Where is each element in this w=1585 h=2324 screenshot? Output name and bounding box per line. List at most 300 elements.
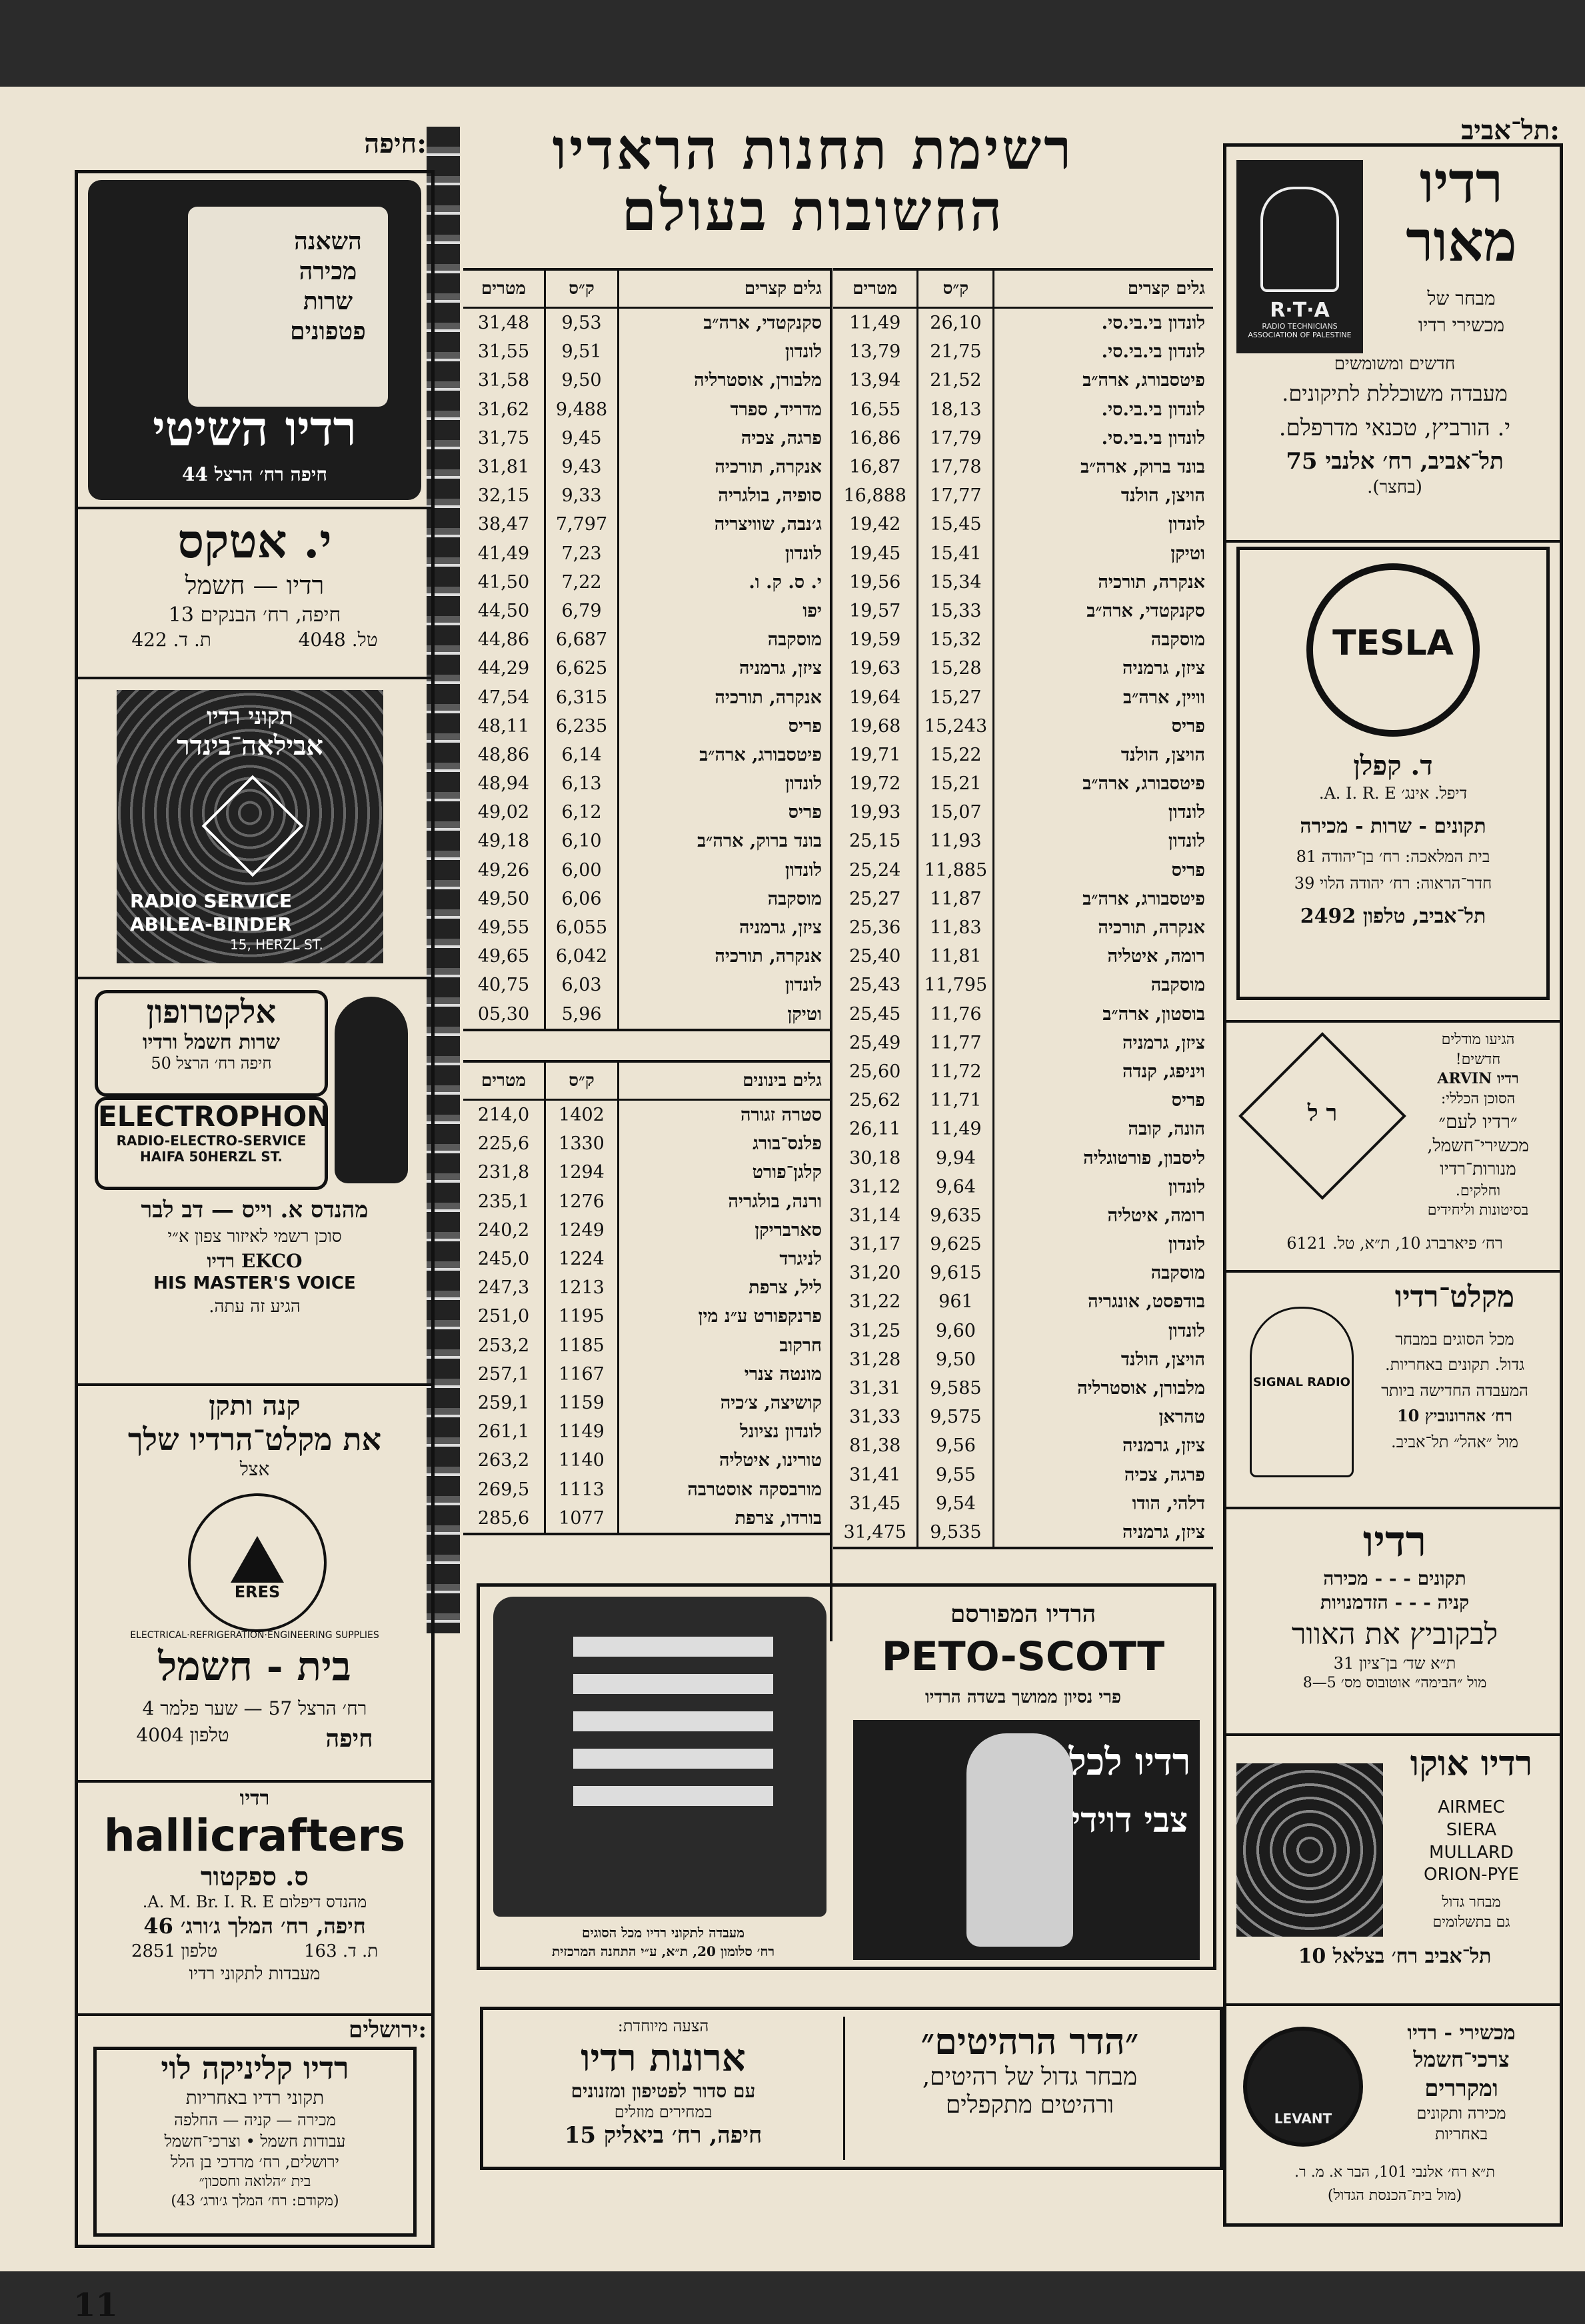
station-cell: פיטסבורג, ארה״ב	[992, 885, 1213, 913]
haifa-header: :חיפה	[364, 128, 427, 159]
kc-cell: 18,13	[916, 395, 992, 424]
table-row	[463, 971, 830, 999]
jerusalem-header: :ירושלים	[349, 2017, 427, 2043]
kc-cell: 9,64	[916, 1173, 992, 1201]
meters-cell: 25,60	[849, 1061, 901, 1082]
table-row	[463, 1504, 830, 1533]
station-cell: יפו	[617, 597, 830, 625]
kc-cell: 6,79	[544, 597, 617, 625]
station-cell: הויצן, הולנד	[992, 741, 1213, 769]
table-row	[463, 683, 830, 711]
meters-cell: 49,55	[477, 917, 530, 939]
meters-cell: 269,5	[477, 1479, 530, 1500]
title-line-1: רשימת תחנות הראדיו	[552, 116, 1074, 182]
kc-cell: 6,042	[544, 942, 617, 971]
kc-cell: 15,41	[916, 539, 992, 568]
kc-cell: 17,77	[916, 481, 992, 510]
ad-tesla: TESLA ד. קפלן דיפל. אינג׳ A. I. R. E. תקונים - שרות - מכירה בית המלאכה: רח׳ בן־יהודה 81 חדר־הראוה: רח׳ יהודה הלוי 39 תל־אביב, טלפון 2492	[1236, 547, 1550, 1000]
kc-cell: 1185	[544, 1331, 617, 1360]
meters-cell: 285,6	[477, 1507, 530, 1529]
kc-cell: 9,33	[544, 481, 617, 510]
meters-cell: 31,58	[477, 370, 530, 391]
kc-cell: 6,055	[544, 913, 617, 942]
station-cell: אנקרה, תורכיה	[617, 453, 830, 481]
kc-cell: 6,00	[544, 856, 617, 885]
kc-cell: 15,33	[916, 597, 992, 625]
diamond-logo-icon	[202, 775, 304, 877]
station-cell: לונדון	[617, 539, 830, 568]
station-cell: בונד ברוק, ארה״ב	[617, 827, 830, 855]
kc-cell: 11,795	[916, 971, 992, 999]
table-row	[833, 1403, 1213, 1431]
station-cell: לונדון	[992, 510, 1213, 539]
table-header	[833, 271, 1213, 309]
kc-cell: 11,72	[916, 1057, 992, 1086]
station-cell: מוסקבה	[617, 625, 830, 654]
station-cell: פריס	[617, 798, 830, 827]
station-cell: לונדון נציונל	[617, 1417, 830, 1446]
station-cell: לונדון בי.בי.סי.	[992, 395, 1213, 424]
station-cell: לונדון	[992, 1230, 1213, 1259]
station-cell: וטיקן	[992, 539, 1213, 568]
meters-cell: 31,28	[849, 1349, 901, 1370]
medium-wave-table	[463, 1060, 830, 1535]
tel-aviv-header: :תל־אביב	[1461, 115, 1560, 146]
meters-cell: 25,24	[849, 859, 901, 881]
station-cell: הונה, קובה	[992, 1115, 1213, 1143]
station-cell: בודפסט, אונגריה	[992, 1287, 1213, 1316]
table-row	[463, 1273, 830, 1302]
table-row	[833, 827, 1213, 855]
station-cell: ויניפג, קנדה	[992, 1057, 1213, 1086]
meters-cell: 25,27	[849, 888, 901, 909]
radio-cabinet-illustration	[493, 1597, 826, 1917]
kc-cell: 11,83	[916, 913, 992, 942]
table-row	[833, 741, 1213, 769]
table-row	[463, 481, 830, 510]
kc-cell: 1149	[544, 1417, 617, 1446]
table-row	[463, 510, 830, 539]
meters-cell: 31,14	[849, 1205, 901, 1226]
station-cell: פלנס־בורג	[617, 1129, 830, 1158]
station-cell: לונדון	[617, 971, 830, 999]
kc-cell: 1167	[544, 1360, 617, 1389]
meters-cell: 31,45	[849, 1493, 901, 1514]
table-row	[463, 1331, 830, 1360]
kc-cell: 15,22	[916, 741, 992, 769]
station-cell: לונדון	[617, 856, 830, 885]
table-row	[833, 1173, 1213, 1201]
station-cell: ורנה, בולגריה	[617, 1187, 830, 1216]
ad-peto-scott: מעבדה לתקוני רדיו מכל הסוגים רח׳ סלומון 20, ת״א, ע״י התחנה המרכזית הרדיו המפורסם PETO-SCOTT פרי נסיון ממושך בשדה הרדיו רדיו לכל צבי דוידי	[477, 1583, 1216, 1970]
station-cell: פיטסבורג, ארה״ב	[992, 366, 1213, 395]
table-row	[463, 712, 830, 741]
col-kc: ק״ס	[544, 1063, 617, 1099]
kc-cell: 6,315	[544, 683, 617, 711]
kc-cell: 6,06	[544, 885, 617, 913]
station-cell: פיטסבורג, ארה״ב	[992, 769, 1213, 798]
station-cell: מונטה צנרי	[617, 1360, 830, 1389]
station-cell: אנקרה, תורכיה	[992, 568, 1213, 597]
ad-abilea-binder: תקוני רדיו אבילאה־בינדר RADIO SERVICE ABILEA-BINDER 15, HERZL ST.	[117, 690, 383, 963]
table-row	[833, 568, 1213, 597]
kc-cell: 9,535	[916, 1518, 992, 1547]
meters-cell: 31,81	[477, 457, 530, 478]
meters-cell: 44,86	[477, 629, 530, 651]
station-cell: לונדון	[992, 1173, 1213, 1201]
table-row	[463, 1302, 830, 1331]
meters-cell: 26,11	[849, 1119, 901, 1140]
table-row	[833, 885, 1213, 913]
etkes-phone: טל. 4048	[298, 629, 378, 651]
kc-cell: 15,21	[916, 769, 992, 798]
meters-cell: 240,2	[477, 1219, 530, 1241]
meters-cell: 19,56	[849, 571, 901, 593]
meters-cell: 41,49	[477, 543, 530, 564]
meters-cell: 48,86	[477, 744, 530, 765]
table-row	[833, 337, 1213, 366]
meters-cell: 25,62	[849, 1090, 901, 1111]
meters-cell: 31,17	[849, 1234, 901, 1255]
kc-cell: 6,14	[544, 741, 617, 769]
station-cell: מדריד, ספרד	[617, 395, 830, 424]
table-row	[833, 453, 1213, 481]
station-cell: ציזן, גרמניה	[617, 654, 830, 683]
table-row	[833, 539, 1213, 568]
tesla-logo-icon: TESLA	[1306, 563, 1480, 737]
table-row	[833, 942, 1213, 971]
station-cell: לונדון בי.בי.סי.	[992, 424, 1213, 453]
table-row	[463, 1101, 830, 1129]
table-row	[463, 1158, 830, 1187]
kc-cell: 1159	[544, 1389, 617, 1417]
hallicrafters-logo: hallicrafters	[103, 1810, 406, 1861]
table-row	[463, 366, 830, 395]
table-row	[833, 798, 1213, 827]
station-cell: מלבורן, אוסטרליה	[992, 1374, 1213, 1403]
kc-cell: 11,885	[916, 856, 992, 885]
meters-cell: 19,68	[849, 715, 901, 737]
col-meters: מטרים	[852, 279, 898, 299]
table-row	[833, 309, 1213, 337]
station-cell: ציזן, גרמניה	[992, 1431, 1213, 1460]
table-row	[463, 337, 830, 366]
station-cell: בונד ברוק, ארה״ב	[992, 453, 1213, 481]
station-cell: מוסקבה	[992, 971, 1213, 999]
table-row	[833, 1317, 1213, 1345]
station-cell: סארבריקן	[617, 1216, 830, 1245]
kc-cell: 9,54	[916, 1489, 992, 1518]
meters-cell: 13,94	[849, 370, 901, 391]
station-cell: אנקרה, תורכיה	[617, 683, 830, 711]
meters-cell: 253,2	[477, 1335, 530, 1356]
kc-cell: 1330	[544, 1129, 617, 1158]
ad-radio-hashiti	[88, 180, 421, 500]
hashiti-logo: רדיו השיטי	[153, 400, 357, 457]
meters-cell: 16,888	[843, 485, 906, 507]
kc-cell: 6,12	[544, 798, 617, 827]
ad-radio-clinic: רדיו קליניקה לוי תקוני רדיו באחריות מכירה — קניה — החלפה עבודות חשמל • וצרכי־חשמל ירושלים, רח׳ מרדכי בן הלל בית ״הלואה וחסכון״ (מקודם: רח׳ המלך ג׳ורג׳ 43)	[93, 2047, 417, 2237]
table-row	[833, 424, 1213, 453]
station-cell: סופיה, בולגריה	[617, 481, 830, 510]
meters-cell: 41,50	[477, 571, 530, 593]
meters-cell: 19,45	[849, 543, 901, 564]
table-row	[833, 1374, 1213, 1403]
kc-cell: 9,94	[916, 1143, 992, 1172]
kc-cell: 9,50	[544, 366, 617, 395]
etkes-pob: ת. ד. 422	[131, 629, 211, 651]
meters-cell: 49,18	[477, 831, 530, 852]
table-row	[463, 568, 830, 597]
meters-cell: 81,38	[849, 1435, 901, 1457]
meters-cell: 259,1	[477, 1392, 530, 1413]
table-row	[463, 1446, 830, 1475]
station-cell: סקנקטדי, ארה״ב	[992, 597, 1213, 625]
meters-cell: 40,75	[477, 975, 530, 996]
table-row	[463, 1216, 830, 1245]
ad-levant: LEVANT מכשירי - רדיו צרכי־חשמל ומקררים מכירה ותקונים באחריות ת״א רח׳ אלנבי 101, הבר א. מ. ר. (מול בית־הכנסת הגדול)	[1236, 2013, 1553, 2220]
station-cell: דלהי, הודו	[992, 1489, 1213, 1518]
etkes-sub: רדיו — חשמל	[185, 571, 325, 600]
levant-logo-icon: LEVANT	[1243, 2027, 1363, 2147]
table-row	[833, 1431, 1213, 1460]
kc-cell: 9,51	[544, 337, 617, 366]
ad-radio-oko: רדיו אוקו AIRMEC SIERA MULLARD ORION-PYE מבחר גדול גם בתשלומים תל־אביב רח׳ בצלאל 10	[1236, 1743, 1553, 1997]
meters-cell: 49,02	[477, 802, 530, 823]
station-cell: ג׳נבה, שוויצריה	[617, 510, 830, 539]
ad-hallicrafters: רדיו hallicrafters ס. ספקטור מהנדס דיפלום A. M. Br. I. R. E. חיפה, רח׳ המלך ג׳ורג׳ 46 ת. ד. 163 טלפון 2851 מעבדות לתקוני רדיו	[88, 1787, 421, 2007]
ad-etkes	[88, 513, 421, 673]
meters-cell: 225,6	[477, 1133, 530, 1155]
table-row	[463, 625, 830, 654]
meters-cell: 49,50	[477, 888, 530, 909]
station-cell: טהראן	[992, 1403, 1213, 1431]
station-cell: ציזן, גרמניה	[992, 654, 1213, 683]
meters-cell: 31,33	[849, 1407, 901, 1428]
radio-tube-icon	[335, 997, 408, 1183]
kc-cell: 9,635	[916, 1201, 992, 1230]
kc-cell: 15,32	[916, 625, 992, 654]
table-row	[463, 1475, 830, 1503]
station-cell: פרגה, צכיה	[992, 1461, 1213, 1489]
kc-cell: 11,71	[916, 1086, 992, 1115]
page-title	[467, 116, 1160, 244]
station-cell: רומה, איטליה	[992, 1201, 1213, 1230]
station-cell: וטיקן	[617, 1000, 830, 1029]
table-row	[833, 769, 1213, 798]
ad-eres: קנה ותקן את מקלט־הרדיו שלך אצל ERES ELECTRICAL·REFRIGERATION·ENGINEERING SUPPLIES בית - חשמל רח׳ הרצל 57 — שער פלמר 4 חיפה טלפון 4004	[127, 1390, 382, 1753]
kc-cell: 9,488	[544, 395, 617, 424]
kc-cell: 7,23	[544, 539, 617, 568]
table-row	[463, 395, 830, 424]
kc-cell: 1249	[544, 1216, 617, 1245]
kc-cell: 1276	[544, 1187, 617, 1216]
meters-cell: 245,0	[477, 1249, 530, 1270]
meters-cell: 31,41	[849, 1464, 901, 1485]
kc-cell: 15,27	[916, 683, 992, 711]
kc-cell: 1213	[544, 1273, 617, 1302]
radio-lekol-box: רדיו לכל צבי דוידי	[853, 1720, 1200, 1960]
table-row	[833, 625, 1213, 654]
kc-cell: 11,93	[916, 827, 992, 855]
table-row	[463, 597, 830, 625]
kc-cell: 21,75	[916, 337, 992, 366]
station-cell: לונדון בי.בי.סי.	[992, 309, 1213, 337]
kc-cell: 11,77	[916, 1029, 992, 1057]
station-cell: ציזן, גרמניה	[617, 913, 830, 942]
meters-cell: 31,55	[477, 341, 530, 363]
hashiti-address: חיפה רח׳ הרצל 44	[182, 463, 327, 485]
table-row	[833, 1057, 1213, 1086]
table-row	[463, 885, 830, 913]
table-row	[833, 683, 1213, 711]
kc-cell: 7,22	[544, 568, 617, 597]
station-cell: קלגן־פורט	[617, 1158, 830, 1187]
meters-cell: 47,54	[477, 687, 530, 708]
kc-cell: 9,56	[916, 1431, 992, 1460]
kc-cell: 9,53	[544, 309, 617, 337]
etkes-address: חיפה, רח׳ הבנקים 13	[168, 603, 341, 627]
title-line-2: החשובות בעולם	[621, 177, 1005, 244]
table-row	[463, 827, 830, 855]
meters-cell: 11,49	[849, 313, 901, 334]
table-row	[833, 1461, 1213, 1489]
table-row	[833, 1143, 1213, 1172]
station-cell: פריס	[992, 712, 1213, 741]
table-row	[833, 856, 1213, 885]
kc-cell: 11,76	[916, 1000, 992, 1029]
station-cell: ליל, צרפת	[617, 1273, 830, 1302]
meters-cell: 19,57	[849, 600, 901, 621]
kc-cell: 1224	[544, 1245, 617, 1273]
kc-cell: 26,10	[916, 309, 992, 337]
kc-cell: 15,34	[916, 568, 992, 597]
table-row	[463, 769, 830, 798]
meters-cell: 19,64	[849, 687, 901, 708]
meters-cell: 263,2	[477, 1450, 530, 1471]
table-row	[833, 1518, 1213, 1547]
kc-cell: 17,78	[916, 453, 992, 481]
table-row	[463, 741, 830, 769]
table-row	[463, 654, 830, 683]
kc-cell: 5,96	[544, 1000, 617, 1029]
kc-cell: 9,60	[916, 1317, 992, 1345]
station-cell: פיטסבורג, ארה״ב	[617, 741, 830, 769]
kc-cell: 1140	[544, 1446, 617, 1475]
col-meters: מטרים	[481, 1071, 526, 1091]
meters-cell: 38,47	[477, 514, 530, 535]
station-cell: אנקרה, תורכיה	[617, 942, 830, 971]
station-cell: חרקוב	[617, 1331, 830, 1360]
table-row	[463, 309, 830, 337]
antenna-icon	[1236, 1763, 1383, 1937]
kc-cell: 9,45	[544, 424, 617, 453]
kc-cell: 6,625	[544, 654, 617, 683]
station-cell: לונדון	[992, 798, 1213, 827]
col-kc: ק״ס	[916, 271, 992, 307]
meters-cell: 235,1	[477, 1191, 530, 1212]
ad-radio-cabinets: הצעה מיוחדת: ארונות רדיו עם סדור לפטיפון ומזנונים במחירים מוזלים חיפה, רח׳ ביאליק 15 ״הדר הרהיטים״ מבחר גדול של רהיטים, ורהיטים מתקפלים	[480, 2007, 1223, 2170]
station-cell: מוסקבה	[992, 625, 1213, 654]
ad-radio-maor: R·T·A RADIO TECHNICIANS ASSOCIATION OF PALESTINE רדיו מאור מבחר של מכשירי רדיו חדשים ומשומשים מעבדה משוכללת לתיקונים. י. הורביץ, טכנאי מדרפלם. תל־אביב, רח׳ אלנבי 75 (בחצר).	[1236, 153, 1553, 540]
meters-cell: 49,26	[477, 859, 530, 881]
table-row	[833, 1201, 1213, 1230]
meters-cell: 31,22	[849, 1291, 901, 1313]
kc-cell: 6,13	[544, 769, 617, 798]
station-cell: לונדון	[617, 337, 830, 366]
kc-cell: 11,81	[916, 942, 992, 971]
table-row	[833, 1029, 1213, 1057]
meters-cell: 31,48	[477, 313, 530, 334]
meters-cell: 247,3	[477, 1277, 530, 1299]
station-cell: טורינו, איטליה	[617, 1446, 830, 1475]
kc-cell: 1195	[544, 1302, 617, 1331]
table-row	[463, 1389, 830, 1417]
short-wave-table-left	[463, 268, 830, 1031]
meters-cell: 32,15	[477, 485, 530, 507]
table-row	[833, 971, 1213, 999]
kc-cell: 15,45	[916, 510, 992, 539]
table-header	[463, 271, 830, 309]
col-station: גלים קצרים	[992, 271, 1213, 307]
meters-cell: 31,20	[849, 1263, 901, 1284]
station-cell: לונדון	[617, 769, 830, 798]
meters-cell: 16,86	[849, 427, 901, 449]
station-cell: פריס	[992, 1086, 1213, 1115]
station-cell: סקנקטדי, ארה״ב	[617, 309, 830, 337]
meters-cell: 44,50	[477, 600, 530, 621]
meters-cell: 31,25	[849, 1320, 901, 1341]
meters-cell: 48,94	[477, 773, 530, 795]
ad-electrophon: אלקטרופון שרות חשמל ורדיו חיפה רח׳ הרצל 50 ELECTROPHON RADIO-ELECTRO-SERVICE HAIFA 50HERZL ST. מהנדס א. וייס — דב לבר סוכן רשמי לאיזור צפון א״י EKCO רדיו HIS MASTER'S VOICE הגיע זה עתה.	[88, 983, 421, 1377]
ad-lebkovitz: רדיו תקונים - - - מכירה קניה - - - הזדמנויות לבקוביץ את האוור ת״א שד׳ בן־ציון 31 מול ״הבימה״ אוטובוס מס׳ 5—8	[1291, 1517, 1498, 1692]
kc-cell: 9,575	[916, 1403, 992, 1431]
station-cell: לונדון	[992, 827, 1213, 855]
table-row	[833, 1115, 1213, 1143]
table-row	[833, 510, 1213, 539]
col-station: גלים קצרים	[617, 271, 830, 307]
station-cell: מורבסקה אוסטרבה	[617, 1475, 830, 1503]
station-cell: אנקרה, תורכיה	[992, 913, 1213, 942]
meters-cell: 16,87	[849, 457, 901, 478]
radio-tube-icon	[966, 1733, 1073, 1947]
meters-cell: 31,75	[477, 427, 530, 449]
signal-radio-logo-icon: SIGNAL RADIO	[1250, 1307, 1354, 1477]
meters-cell: 31,31	[849, 1378, 901, 1399]
meters-cell: 214,0	[477, 1105, 530, 1126]
kc-cell: 15,28	[916, 654, 992, 683]
meters-cell: 48,11	[477, 715, 530, 737]
table-row	[463, 942, 830, 971]
station-cell: סטרה זגורה	[617, 1101, 830, 1129]
table-row	[833, 712, 1213, 741]
eres-logo-icon: ERES	[188, 1493, 327, 1632]
rta-badge: R·T·A RADIO TECHNICIANS ASSOCIATION OF PALESTINE	[1236, 160, 1363, 353]
station-cell: מוסקבה	[617, 885, 830, 913]
meters-cell: 19,42	[849, 514, 901, 535]
meters-cell: 25,15	[849, 831, 901, 852]
hashiti-services: השאנה מכירה שרות פטפונים	[290, 227, 366, 345]
col-kc: ק״ס	[544, 271, 617, 307]
kc-cell: 17,79	[916, 424, 992, 453]
kc-cell: 961	[916, 1287, 992, 1316]
station-cell: וויין, ארה״ב	[992, 683, 1213, 711]
kc-cell: 9,50	[916, 1345, 992, 1374]
station-cell: בורדו, צרפת	[617, 1504, 830, 1533]
station-cell: פרגה, צכיה	[617, 424, 830, 453]
station-cell: בוסטון, ארה״ב	[992, 1000, 1213, 1029]
kc-cell: 6,687	[544, 625, 617, 654]
